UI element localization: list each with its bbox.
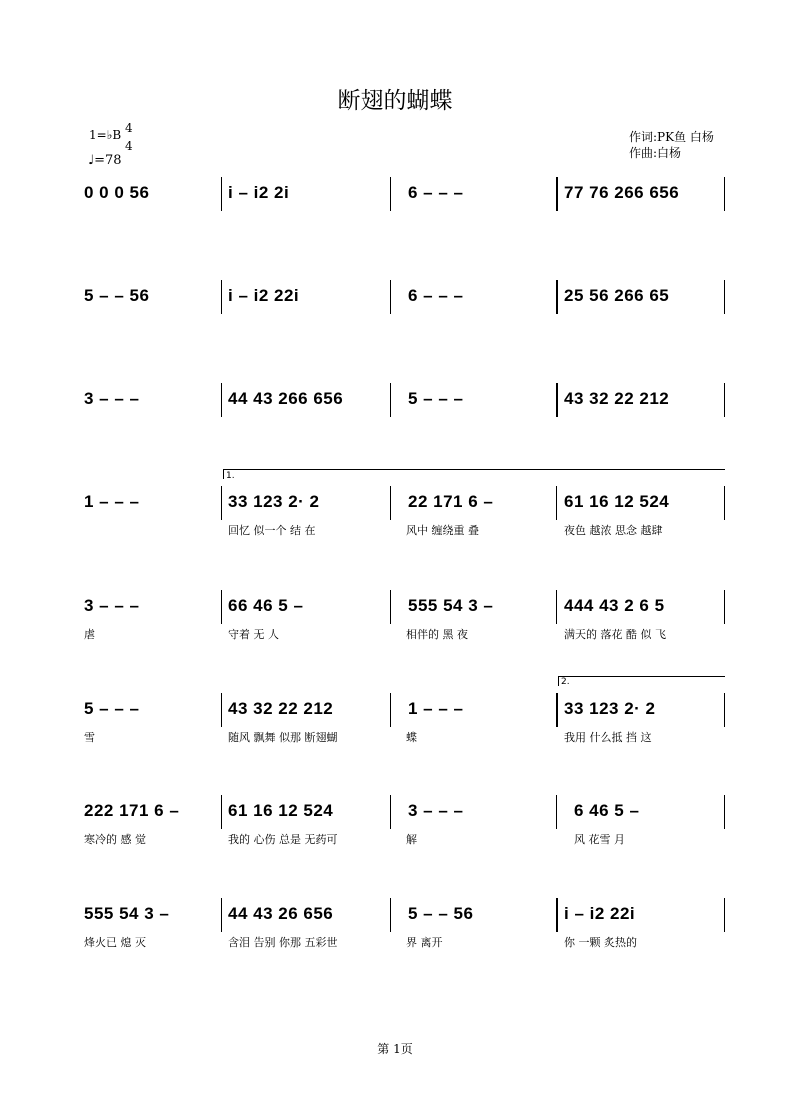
measure-notes: 77 76 266 656 — [564, 183, 680, 202]
measure-notes: 222 171 6 – — [84, 801, 180, 820]
volta-2-label: 2. — [561, 677, 570, 687]
measure-notes: i – i2 2i — [228, 183, 290, 202]
barline — [221, 280, 222, 314]
lyric-line: 风中 缠绕重 叠 — [406, 524, 479, 537]
score-row-5 — [0, 596, 790, 656]
barline — [390, 590, 391, 624]
measure-notes: 6 – – – — [408, 183, 464, 202]
lyric-line: 夜色 越浓 思念 越肆 — [564, 524, 663, 537]
song-title: 断翅的蝴蝶 — [337, 88, 453, 114]
barline — [221, 693, 222, 727]
score-row-6 — [0, 699, 790, 759]
volta-2-bracket-edge — [558, 676, 559, 686]
measure-notes: 5 – – 56 — [408, 904, 474, 923]
lyric-line: 相伴的 黑 夜 — [406, 628, 468, 641]
barline — [724, 177, 725, 211]
measure-notes: 61 16 12 524 — [228, 801, 334, 820]
barline — [724, 898, 725, 932]
meter-top: 4 — [125, 121, 133, 135]
barline — [390, 693, 391, 727]
barline — [390, 795, 391, 829]
measure-notes: i – i2 22i — [228, 286, 300, 305]
lyric-line: 蝶 — [406, 731, 417, 744]
barline — [724, 486, 725, 520]
score-row-1 — [0, 183, 790, 243]
barline — [221, 177, 222, 211]
lyric-line: 回忆 似一个 结 在 — [228, 524, 316, 537]
volta-1-label: 1. — [226, 471, 235, 481]
lyric-line: 风 花雪 月 — [574, 833, 625, 846]
measure-notes: 44 43 266 656 — [228, 389, 344, 408]
lyric-line: 我用 什么抵 挡 这 — [564, 731, 652, 744]
measure-notes: 22 171 6 – — [408, 492, 494, 511]
barline — [221, 383, 222, 417]
lyric-line: 含泪 告别 你那 五彩世 — [228, 936, 338, 949]
measure-notes: 555 54 3 – — [408, 596, 494, 615]
barline — [724, 280, 725, 314]
lyricist-credit: 作词:PK鱼 白杨 — [629, 130, 714, 144]
measure-notes: 3 – – – — [84, 389, 140, 408]
barline — [556, 383, 558, 417]
barline — [724, 590, 725, 624]
measure-notes: 33 123 2· 2 — [228, 492, 320, 511]
measure-notes: 25 56 266 65 — [564, 286, 670, 305]
measure-notes: 43 32 22 212 — [564, 389, 670, 408]
measure-notes: 6 46 5 – — [574, 801, 640, 820]
composer-credit: 作曲:白杨 — [629, 146, 682, 160]
score-row-7 — [0, 801, 790, 861]
score-row-3 — [0, 389, 790, 449]
barline — [390, 177, 391, 211]
measure-notes: 44 43 26 656 — [228, 904, 334, 923]
lyric-line: 雪 — [84, 731, 95, 744]
volta-2-bracket — [558, 676, 725, 677]
measure-notes: i – i2 22i — [564, 904, 636, 923]
barline — [556, 590, 557, 624]
lyric-line: 解 — [406, 833, 417, 846]
barline — [556, 898, 558, 932]
measure-notes: 444 43 2 6 5 — [564, 596, 665, 615]
barline — [724, 693, 725, 727]
barline — [556, 280, 558, 314]
lyric-line: 满天的 落花 酷 似 飞 — [564, 628, 666, 641]
barline — [221, 898, 222, 932]
lyric-line: 守着 无 人 — [228, 628, 279, 641]
measure-notes: 43 32 22 212 — [228, 699, 334, 718]
lyric-line: 随风 飘舞 似那 断翅蝴 — [228, 731, 338, 744]
page-number: 第 1页 — [377, 1042, 413, 1056]
barline — [390, 280, 391, 314]
tempo-mark: ♩=78 — [88, 153, 122, 168]
barline — [556, 795, 557, 829]
barline — [221, 486, 222, 520]
score-row-4 — [0, 492, 790, 552]
lyric-line: 寒冷的 感 觉 — [84, 833, 146, 846]
measure-notes: 0 0 0 56 — [84, 183, 150, 202]
barline — [390, 383, 391, 417]
meter-bottom: 4 — [125, 139, 133, 153]
measure-notes: 3 – – – — [84, 596, 140, 615]
volta-1-bracket — [223, 469, 725, 470]
score-row-2 — [0, 286, 790, 346]
measure-notes: 1 – – – — [408, 699, 464, 718]
key-signature: 1=♭B — [89, 128, 122, 142]
measure-notes: 5 – – 56 — [84, 286, 150, 305]
measure-notes: 3 – – – — [408, 801, 464, 820]
volta-1-bracket-edge — [223, 469, 224, 479]
lyric-line: 虐 — [84, 628, 95, 641]
lyric-line: 界 离开 — [406, 936, 443, 949]
lyric-line: 烽火已 熄 灭 — [84, 936, 146, 949]
lyric-line: 我的 心伤 总是 无药可 — [228, 833, 338, 846]
barline — [221, 795, 222, 829]
measure-notes: 5 – – – — [408, 389, 464, 408]
barline — [724, 795, 725, 829]
barline — [390, 486, 391, 520]
barline — [221, 590, 222, 624]
measure-notes: 1 – – – — [84, 492, 140, 511]
measure-notes: 555 54 3 – — [84, 904, 170, 923]
measure-notes: 6 – – – — [408, 286, 464, 305]
barline — [556, 486, 557, 520]
lyric-line: 你 一颗 炙热的 — [564, 936, 637, 949]
barline — [556, 693, 558, 727]
measure-notes: 66 46 5 – — [228, 596, 304, 615]
measure-notes: 61 16 12 524 — [564, 492, 670, 511]
barline — [724, 383, 725, 417]
score-row-8 — [0, 904, 790, 964]
measure-notes: 5 – – – — [84, 699, 140, 718]
measure-notes: 33 123 2· 2 — [564, 699, 656, 718]
barline — [390, 898, 391, 932]
barline — [556, 177, 558, 211]
